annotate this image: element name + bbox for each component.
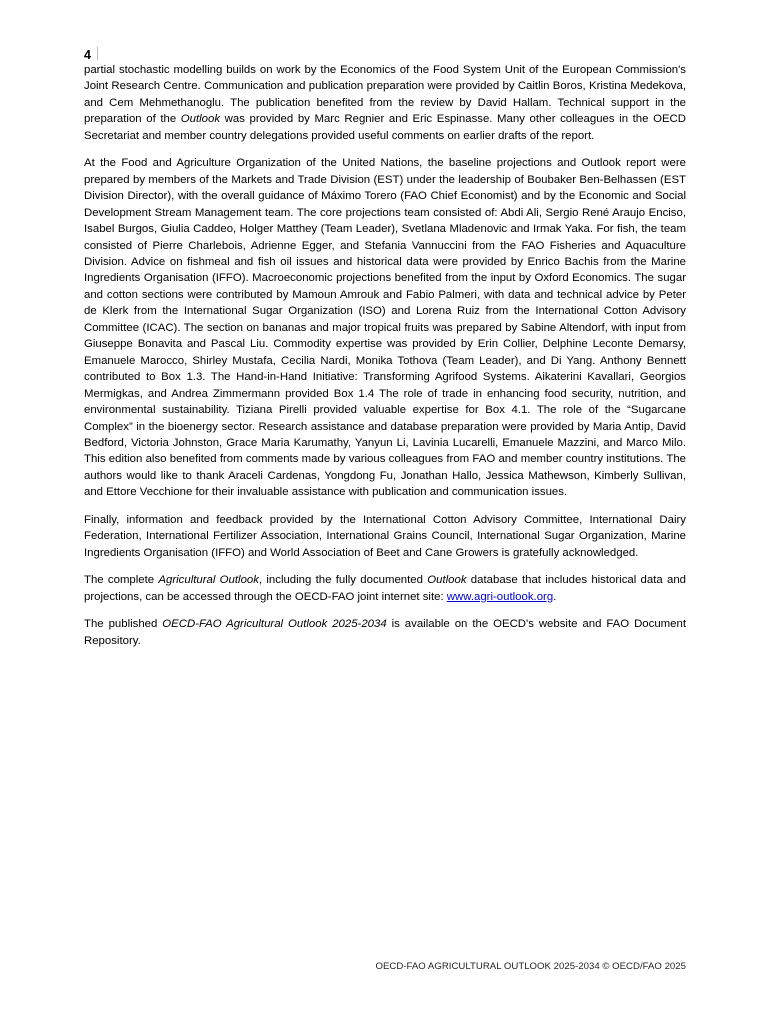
paragraph-5-segment-2: is available on the OECD's website and FAO Document Repository. xyxy=(84,618,686,647)
paragraph-4-italic-agricultural-outlook: Agricultural Outlook xyxy=(158,574,259,587)
paragraph-1-italic-outlook: Outlook xyxy=(180,113,221,126)
paragraph-5-segment-1: The published xyxy=(84,618,163,631)
body-text xyxy=(84,62,686,649)
page-header xyxy=(84,0,686,62)
paragraph-4-segment-2: , including the fully documented xyxy=(258,574,428,587)
paragraph-4-italic-outlook: Outlook xyxy=(427,574,467,587)
paragraph-4 xyxy=(84,572,686,605)
paragraph-1-segment-1: partial stochastic modelling builds on work by the Economics of the Food System Unit of the European Commission's Joint Research Centre. Communication and publication preparation were provided by Caitlin Boros, Kristina Medekova, and Cem Mehmethanoglu. The publication benefited from the review by David Hallam. Technical support in the preparation of the xyxy=(84,64,686,126)
paragraph-4-segment-4: . xyxy=(553,590,557,603)
paragraph-3: Finally, information and feedback provided by the International Cotton Advisory Committee, International Dairy Federation, International Fertilizer Association, International Grains Council, International Sugar Organization, Marine Ingredients Organisation (IFFO) and World Association of Beet and Cane Growers is gratefully acknowledged. xyxy=(84,513,686,559)
paragraph-4-segment-3: database that includes historical data and projections, can be accessed through the OECD-FAO joint internet site: xyxy=(84,574,686,603)
page-footer: OECD-FAO AGRICULTURAL OUTLOOK 2025-2034 © OECD/FAO 2025 xyxy=(375,961,686,972)
paragraph-1-segment-2: was provided by Marc Regnier and Eric Espinasse. Many other colleagues in the OECD Secretariat and member country delegations provided useful comments on earlier drafts of the report. xyxy=(84,113,686,142)
agri-outlook-link[interactable]: www.agri-outlook.org xyxy=(446,590,554,603)
page-content xyxy=(84,0,686,649)
header-divider xyxy=(97,47,98,60)
paragraph-1 xyxy=(84,62,686,144)
paragraph-2: At the Food and Agriculture Organization of the United Nations, the baseline projections and Outlook report were prepared by members of the Markets and Trade Division (EST) under the leadership of Boubaker Ben-Belhassen (EST Division Director), with the overall guidance of Máximo Torero (FAO Chief Economist) and by the Economic and Social Development Stream Management team. The core projections team consisted of: Abdi Ali, Sergio René Araujo Enciso, Isabel Burgos, Giulia Caddeo, Holger Matthey (Team Leader), Svetlana Mladenovic and Irmak Yaka. For fish, the team consisted of Pierre Charlebois, Adrienne Egger, and Stefania Vannuccini from the FAO Fisheries and Aquaculture Division. Advice on fishmeal and fish oil issues and historical data were provided by Enrico Bachis from the Marine Ingredients Organisation (IFFO). Macroeconomic projections benefited from the input by Oxford Economics. The sugar and cotton sections were contributed by Mamoun Amrouk and Fabio Palmeri, with data and technical advice by Peter de Klerk from the International Sugar Organization (ISO) and Lorena Ruiz from the International Cotton Advisory Committee (ICAC). The section on bananas and major tropical fruits was prepared by Sabine Altendorf, with input from Giuseppe Bonavita and Pascal Liu. Commodity expertise was provided by Erin Collier, Delphine Leconte Demarsy, Emanuele Marocco, Shirley Mustafa, Cecilia Nardi, Monika Tothova (Team Leader), and Di Yang. Anthony Bennett contributed to Box 1.3. The Hand-in-Hand Initiative: Transforming Agrifood Systems. Aikaterini Kavallari, Georgios Mermigkas, and Andrea Zimmermann provided Box 1.4 The role of trade in enhancing food security, nutrition, and environmental sustainability. Tiziana Pirelli provided valuable expertise for Box 4.1. The role of the “Sugarcane Complex” in the bioenergy sector. Research assistance and database preparation were provided by Maria Antip, David Bedford, Victoria Johnston, Grace Maria Karumathy, Yanyun Li, Lavinia Lucarelli, Emanuele Mazzini, and Marco Milo. This edition also benefited from comments made by various colleagues from FAO and member country institutions. The authors would like to thank Araceli Cardenas, Yongdong Fu, Jonathan Hallo, Jessica Mathewson, Kimberly Sullivan, and Ettore Vecchione for their invaluable assistance with publication and communication issues. xyxy=(84,157,686,499)
paragraph-4-segment-1: The complete xyxy=(84,574,159,587)
paragraph-5 xyxy=(84,616,686,649)
paragraph-5-italic-publication-title: OECD-FAO Agricultural Outlook 2025-2034 xyxy=(162,618,387,631)
page-number: 4 xyxy=(84,48,91,62)
